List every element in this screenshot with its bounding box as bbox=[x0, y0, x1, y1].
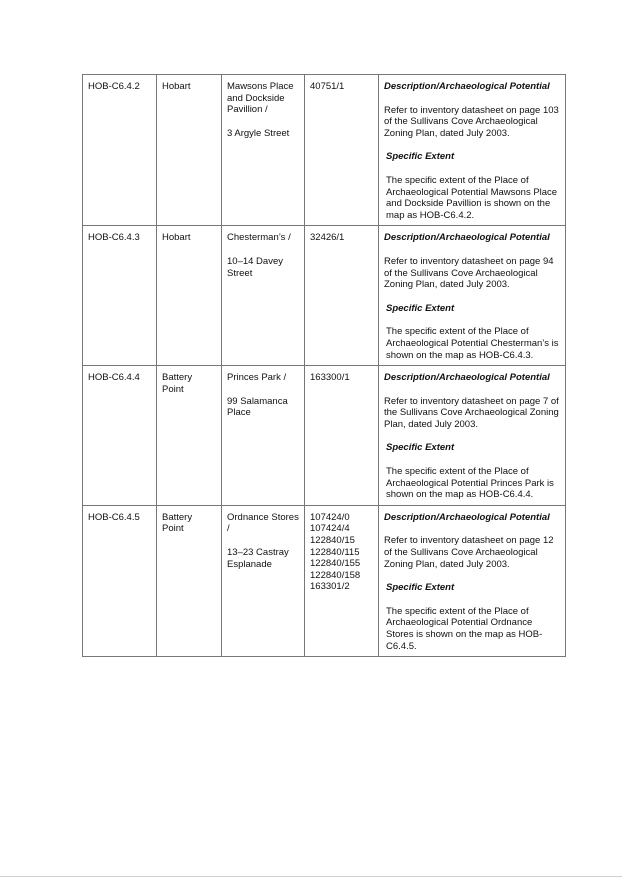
pid-value: 107424/4 bbox=[310, 523, 350, 535]
table-row bbox=[83, 226, 566, 366]
suburb-cell bbox=[157, 75, 222, 226]
table-row bbox=[83, 366, 566, 506]
description-heading: Description/Archaeological Potential bbox=[384, 511, 550, 523]
extent-text: The specific extent of the Place of Archaeological Potential Ordnance Stores is shown on the map as HOB-C6.4.5. bbox=[386, 605, 543, 652]
extent-text: The specific extent of the Place of Archaeological Potential Chesterman’s is shown on the map as HOB-C6.4.3. bbox=[386, 326, 559, 361]
street-address: 99 Salamanca Place bbox=[227, 395, 288, 419]
pid-cell bbox=[305, 75, 379, 226]
street-address: 13–23 Castray Esplanade bbox=[227, 547, 289, 570]
extent-heading: Specific Extent bbox=[386, 302, 455, 314]
ref-id: HOB-C6.4.2 bbox=[88, 81, 140, 92]
place-name: Princes Park / bbox=[227, 372, 287, 384]
description-cell bbox=[379, 226, 566, 366]
ref-id: HOB-C6.4.3 bbox=[88, 232, 140, 244]
name-address-cell bbox=[222, 366, 305, 506]
extent-text: The specific extent of the Place of Archaeological Potential Mawsons Place and Dockside Pavillion is shown on the map as HOB-C6.4.2. bbox=[386, 174, 558, 221]
places-table bbox=[82, 74, 566, 657]
street-address: 10–14 Davey Street bbox=[227, 255, 283, 279]
place-name: Chesterman’s / bbox=[227, 232, 291, 244]
description-cell bbox=[379, 366, 566, 506]
name-address-cell bbox=[222, 226, 305, 366]
ref-id: HOB-C6.4.4 bbox=[88, 372, 140, 384]
description-heading: Description/Archaeological Potential bbox=[384, 372, 550, 384]
place-name: Ordnance Stores / bbox=[227, 511, 299, 535]
suburb: Hobart bbox=[162, 81, 191, 92]
pid-value: 32426/1 bbox=[310, 232, 345, 244]
suburb-cell bbox=[157, 505, 222, 656]
pid-cell bbox=[305, 226, 379, 366]
ref-cell bbox=[83, 226, 157, 366]
pid-value: 163300/1 bbox=[310, 372, 350, 384]
description-text: Refer to inventory datasheet on page 94 of the Sullivans Cove Archaeological Zoning Plan, dated July 2003. bbox=[384, 255, 554, 291]
pid-value: 40751/1 bbox=[310, 81, 345, 92]
extent-heading: Specific Extent bbox=[386, 442, 455, 454]
suburb: Battery Point bbox=[162, 511, 193, 535]
pid-value: 122840/158 bbox=[310, 569, 361, 581]
extent-heading: Specific Extent bbox=[386, 582, 455, 594]
suburb-cell bbox=[157, 226, 222, 366]
ref-cell bbox=[83, 75, 157, 226]
description-text: Refer to inventory datasheet on page 12 of the Sullivans Cove Archaeological Zoning Plan, dated July 2003. bbox=[384, 535, 554, 570]
name-address-cell bbox=[222, 505, 305, 656]
table-row bbox=[83, 75, 566, 226]
street-address: 3 Argyle Street bbox=[227, 127, 290, 139]
suburb: Hobart bbox=[162, 232, 191, 244]
description-text: Refer to inventory datasheet on page 103 of the Sullivans Cove Archaeological Zoning Plan, dated July 2003. bbox=[384, 104, 559, 139]
description-text: Refer to inventory datasheet on page 7 of the Sullivans Cove Archaeological Zoning Plan, dated July 2003. bbox=[384, 395, 559, 430]
page-bottom-border bbox=[0, 876, 622, 877]
suburb-cell bbox=[157, 366, 222, 506]
description-heading: Description/Archaeological Potential bbox=[384, 81, 550, 92]
description-cell bbox=[379, 505, 566, 656]
ref-id: HOB-C6.4.5 bbox=[88, 511, 140, 523]
pid-cell bbox=[305, 505, 379, 656]
pid-cell bbox=[305, 366, 379, 506]
description-cell bbox=[379, 75, 566, 226]
extent-text: The specific extent of the Place of Archaeological Potential Princes Park is shown on the map as HOB-C6.4.4. bbox=[386, 466, 554, 501]
suburb: Battery Point bbox=[162, 372, 193, 395]
pid-value: 122840/15 bbox=[310, 535, 355, 547]
place-name: Mawsons Place and Dockside Pavillion / bbox=[227, 81, 294, 116]
pid-value: 122840/155 bbox=[310, 558, 361, 570]
pid-value: 107424/0 bbox=[310, 511, 350, 523]
table-row bbox=[83, 505, 566, 656]
name-address-cell bbox=[222, 75, 305, 226]
extent-heading: Specific Extent bbox=[386, 151, 455, 163]
description-heading: Description/Archaeological Potential bbox=[384, 232, 550, 244]
pid-value: 163301/2 bbox=[310, 581, 350, 593]
ref-cell bbox=[83, 505, 157, 656]
pid-value: 122840/115 bbox=[310, 546, 360, 558]
ref-cell bbox=[83, 366, 157, 506]
